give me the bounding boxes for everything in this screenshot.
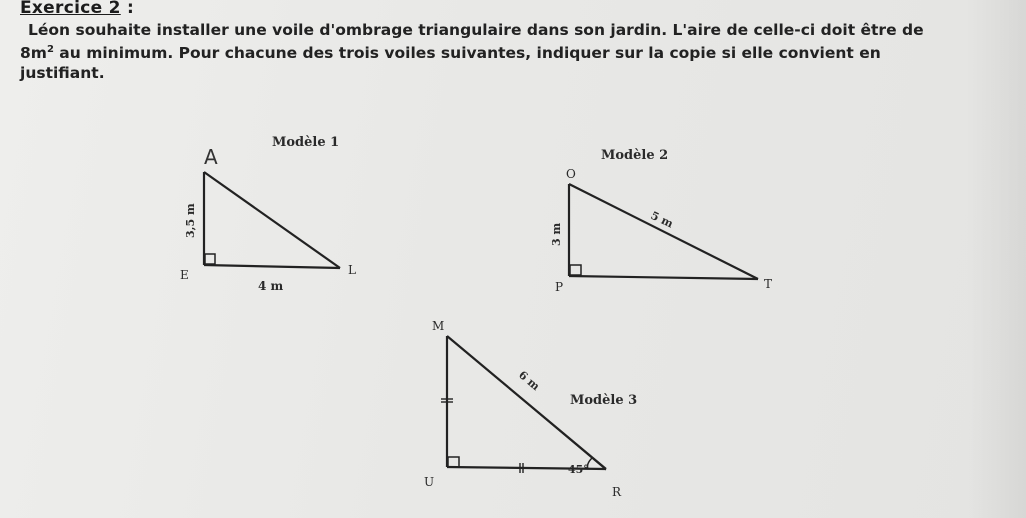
exercise-title-colon: : bbox=[120, 0, 135, 18]
model-2-side-vertical-label: 3 m bbox=[550, 222, 563, 246]
model-1-side-EL bbox=[204, 265, 340, 268]
model-3-angle-label: 45° bbox=[568, 463, 589, 476]
model-1-side-AL bbox=[204, 172, 340, 268]
model-2-figure bbox=[550, 148, 772, 294]
model-3-figure bbox=[424, 319, 637, 499]
model-2-vertex-P: P bbox=[555, 280, 564, 294]
model-1-figure bbox=[180, 135, 356, 293]
model-2-side-OT bbox=[569, 184, 758, 279]
model-3-right-angle-mark bbox=[448, 457, 459, 467]
area-exponent: 2 bbox=[46, 44, 54, 55]
model-2-side-hypotenuse-label: 5 m bbox=[648, 208, 676, 231]
model-3-vertex-M: M bbox=[432, 319, 445, 333]
model-3-side-hypotenuse-label: 6 m bbox=[516, 368, 543, 394]
area-value: 8m bbox=[20, 44, 47, 62]
model-1-side-horizontal-label: 4 m bbox=[258, 279, 284, 293]
statement-line-1: Léon souhaite installer une voile d'ombrage triangulaire dans son jardin. L'aire de celle-ci doit être de bbox=[28, 21, 924, 39]
statement-line-3: justifiant. bbox=[20, 64, 105, 82]
model-2-vertex-T: T bbox=[764, 277, 773, 291]
model-2-title: Modèle 2 bbox=[601, 148, 669, 163]
model-1-right-angle-mark bbox=[205, 254, 215, 264]
model-2-side-PT bbox=[569, 276, 758, 279]
model-1-side-vertical-label: 3,5 m bbox=[184, 203, 197, 238]
statement-line-2-rest: au minimum. Pour chacune des trois voiles suivantes, indiquer sur la copie si elle convient en bbox=[53, 44, 881, 62]
model-3-vertex-U: U bbox=[424, 475, 435, 489]
model-2-right-angle-mark bbox=[570, 265, 581, 275]
model-3-title: Modèle 3 bbox=[570, 393, 638, 408]
model-3-vertex-R: R bbox=[612, 485, 622, 499]
model-1-vertex-L: L bbox=[348, 263, 356, 277]
exercise-title-word: Exercice 2 bbox=[20, 0, 121, 18]
model-2-vertex-O: O bbox=[566, 167, 576, 181]
model-1-vertex-E: E bbox=[180, 268, 189, 282]
model-1-vertex-A: A bbox=[204, 145, 218, 169]
model-1-title: Modèle 1 bbox=[272, 135, 340, 150]
